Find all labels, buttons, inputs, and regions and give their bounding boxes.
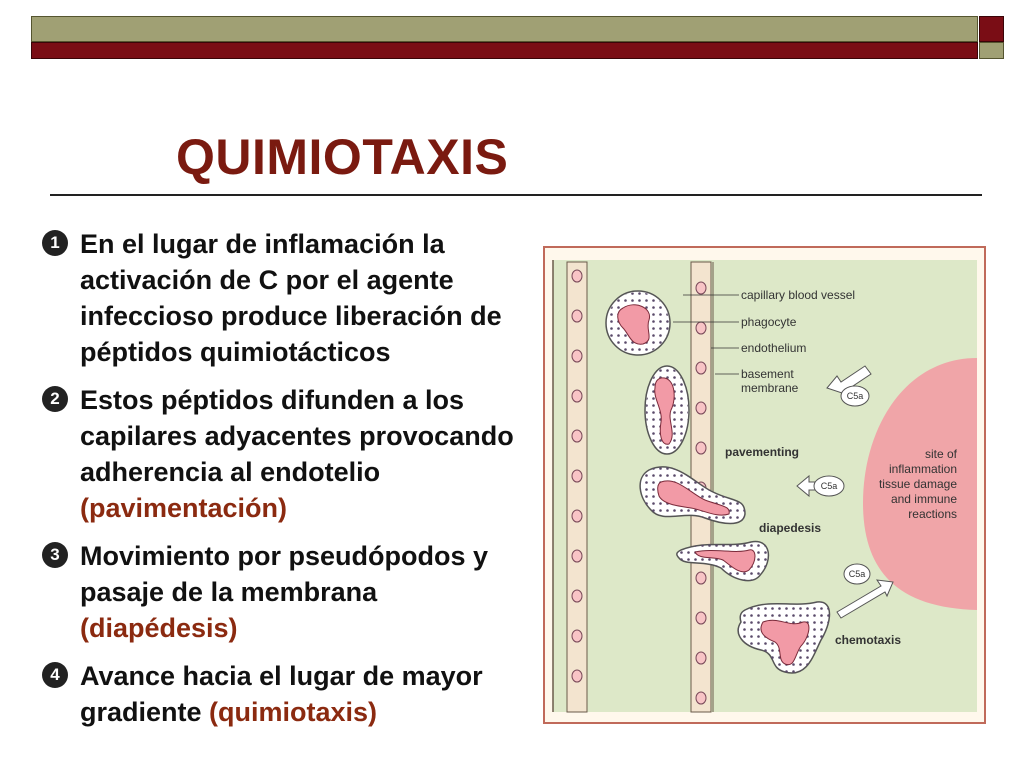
bullet-item-1 — [42, 226, 542, 370]
label-diapedesis: diapedesis — [759, 521, 822, 535]
label-basement: basement — [741, 367, 794, 381]
bullet-list — [42, 226, 542, 742]
phagocyte-1 — [606, 291, 670, 355]
label-membrane: membrane — [741, 381, 799, 395]
bullet-item-4 — [42, 658, 542, 730]
label-c5a-2: C5a — [820, 481, 838, 491]
number-1-icon: 1 — [42, 230, 68, 256]
label-site-3: tissue damage — [878, 477, 957, 491]
label-capillary: capillary blood vessel — [741, 288, 856, 302]
bullet-highlight: (quimiotaxis) — [209, 697, 378, 727]
label-site-4: and immune — [890, 492, 957, 506]
bullet-text: En el lugar de inflamación la activación de C por el agente infeccioso produce liberación de péptidos quimiotácticos — [80, 229, 502, 367]
label-c5a-1: C5a — [846, 391, 864, 401]
corner-square-maroon — [979, 16, 1004, 42]
bullet-item-3 — [42, 538, 542, 646]
bullet-highlight: (diapédesis) — [80, 613, 238, 643]
chemotaxis-figure — [543, 246, 986, 724]
header-bar-maroon — [31, 42, 978, 59]
title-divider — [50, 194, 982, 196]
label-pavementing: pavementing — [725, 445, 800, 459]
label-endothelium: endothelium — [741, 341, 807, 355]
bullet-item-2 — [42, 382, 542, 526]
label-chemotaxis: chemotaxis — [835, 633, 902, 647]
label-site-1: site of — [924, 447, 957, 461]
number-2-icon: 2 — [42, 386, 68, 412]
bullet-text: Movimiento por pseudópodos y pasaje de la membrana — [80, 541, 489, 607]
bullet-highlight: (pavimentación) — [80, 493, 288, 523]
label-c5a-3: C5a — [848, 569, 866, 579]
number-3-icon: 3 — [42, 542, 68, 568]
corner-square-olive — [979, 42, 1004, 59]
phagocyte-2 — [645, 366, 689, 454]
label-site-5: reactions — [908, 507, 957, 521]
bullet-text: Avance hacia el lugar de mayor gradiente — [80, 661, 483, 727]
label-phagocyte: phagocyte — [741, 315, 797, 329]
bullet-text: Estos péptidos difunden a los capilares adyacentes provocando adherencia al endotelio — [80, 385, 514, 487]
header-bar-olive — [31, 16, 978, 42]
number-4-icon: 4 — [42, 662, 68, 688]
label-site-2: inflammation — [888, 462, 957, 476]
capillary-wall-left — [567, 262, 587, 712]
chemotaxis-diagram — [545, 248, 984, 722]
slide-title: QUIMIOTAXIS — [176, 129, 509, 185]
